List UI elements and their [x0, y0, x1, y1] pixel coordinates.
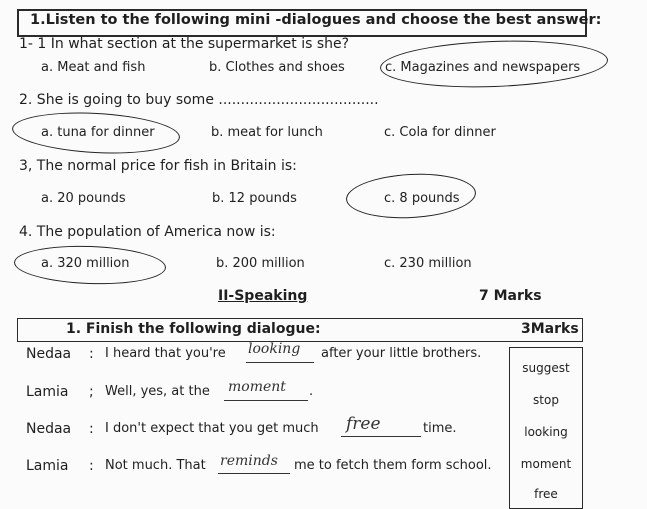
selected-answer-circle [13, 243, 166, 286]
dialogue-marks: 3Marks [521, 321, 579, 337]
dialogue-text: Well, yes, at the [105, 384, 210, 399]
question-3-option-a[interactable]: a. 20 pounds [41, 191, 126, 206]
speaker-name: Lamia [26, 458, 69, 474]
word-bank-item: free [534, 487, 558, 501]
speaker-name: Nedaa [26, 346, 72, 362]
question-3-option-b[interactable]: b. 12 pounds [212, 191, 297, 206]
question-3-option-c[interactable]: c. 8 pounds [384, 191, 460, 206]
question-2-option-a[interactable]: a. tuna for dinner [41, 125, 155, 140]
answer-blank [341, 436, 421, 437]
speaker-name: Nedaa [26, 421, 72, 437]
dialogue-text: Not much. That [105, 458, 206, 473]
answer-blank [224, 400, 308, 401]
dialogue-text: me to fetch them form school. [294, 458, 492, 473]
word-bank-item: looking [524, 425, 568, 439]
speaking-marks: 7 Marks [479, 288, 542, 304]
handwritten-answer[interactable]: moment [228, 379, 286, 395]
selected-answer-circle [345, 171, 477, 222]
dialogue-heading: 1. Finish the following dialogue: [66, 321, 321, 337]
handwritten-answer[interactable]: free [346, 414, 381, 434]
handwritten-answer[interactable]: looking [248, 341, 301, 357]
dialogue-text: I don't expect that you get much [105, 421, 319, 436]
handwritten-answer[interactable]: reminds [220, 453, 278, 469]
word-bank-item: moment [520, 457, 572, 471]
word-bank-item: suggest [522, 361, 570, 375]
question-2-prompt: 2. She is going to buy some .................................... [19, 92, 379, 108]
answer-blank [246, 362, 314, 363]
answer-blank [218, 473, 290, 474]
dialogue-text: time. [423, 421, 457, 436]
speaking-title: II-Speaking [218, 288, 308, 304]
speaker-colon: : [89, 346, 94, 362]
speaker-colon: : [89, 421, 94, 437]
listening-heading: 1.Listen to the following mini -dialogues and choose the best answer: [30, 12, 602, 28]
speaker-name: Lamia [26, 384, 69, 400]
word-bank-item: stop [533, 393, 559, 407]
question-2-option-b[interactable]: b. meat for lunch [211, 125, 323, 140]
question-1-option-c[interactable]: c. Magazines and newspapers [385, 60, 581, 75]
question-4-option-b[interactable]: b. 200 million [216, 256, 305, 271]
question-4-option-a[interactable]: a. 320 million [41, 256, 130, 271]
selected-answer-circle [11, 109, 181, 158]
question-4-option-c[interactable]: c. 230 million [384, 256, 472, 271]
question-1-option-b[interactable]: b. Clothes and shoes [209, 60, 345, 75]
speaker-colon: ; [89, 384, 94, 400]
question-4-prompt: 4. The population of America now is: [19, 224, 276, 240]
dialogue-text: . [309, 384, 314, 399]
question-3-prompt: 3, The normal price for fish in Britain is: [19, 158, 297, 174]
question-1-prompt: 1- 1 In what section at the supermarket is she? [19, 36, 350, 52]
question-2-option-c[interactable]: c. Cola for dinner [384, 125, 496, 140]
selected-answer-circle [379, 37, 608, 91]
dialogue-text: I heard that you're [105, 346, 226, 361]
speaker-colon: : [89, 458, 94, 474]
dialogue-text: after your little brothers. [321, 346, 482, 361]
question-1-option-a[interactable]: a. Meat and fish [41, 60, 146, 75]
